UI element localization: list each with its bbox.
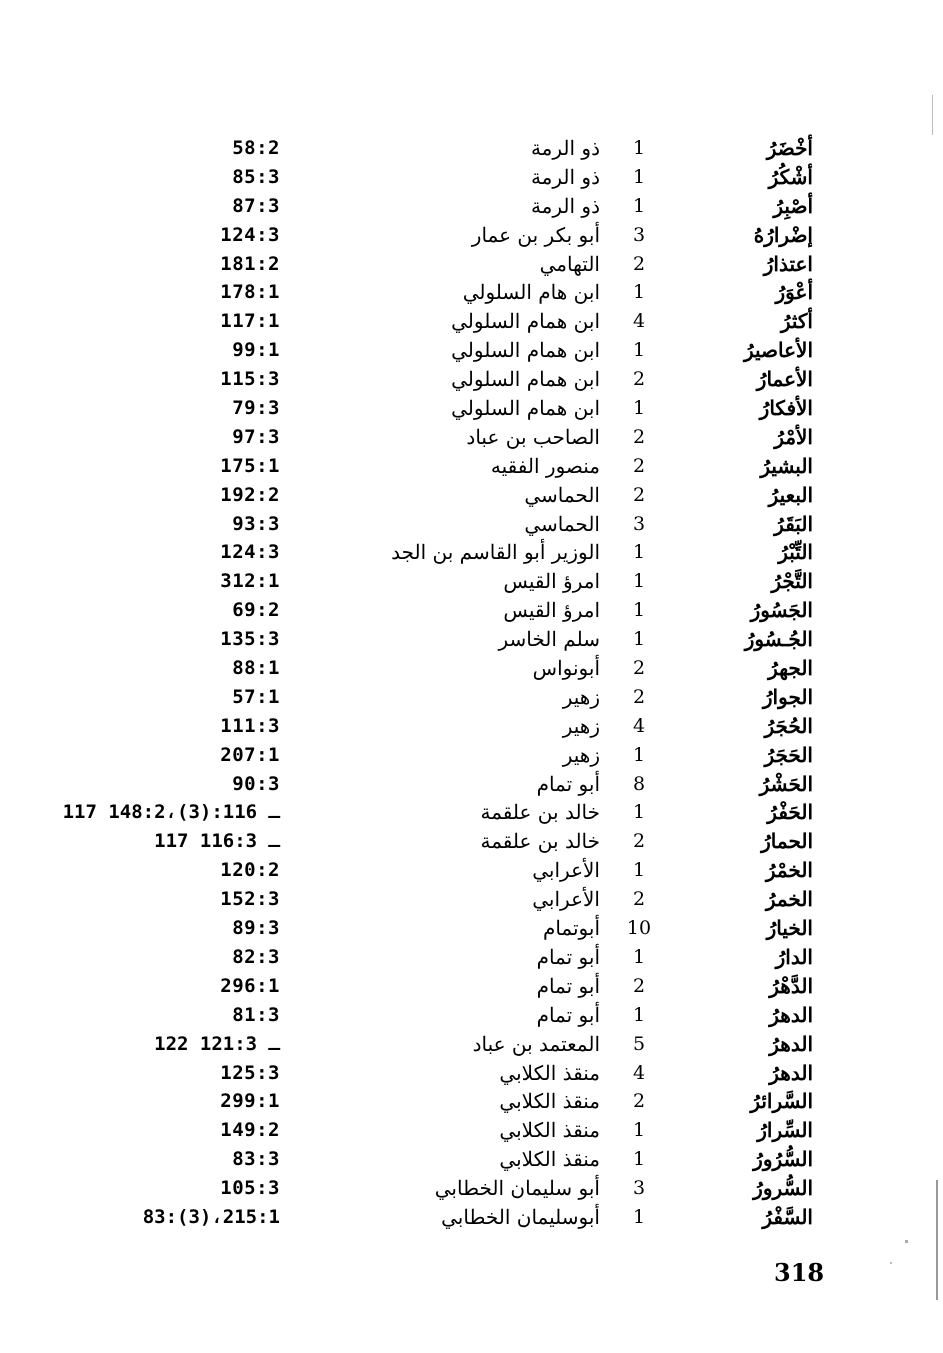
poet-name: أبو تمام [536,771,600,796]
verse-count: 1 [632,801,646,824]
rhyme-word: أشْكُرُ [768,164,813,189]
rhyme-word: السُّرورُ [753,1176,813,1201]
poet-name: الأعرابي [532,887,600,912]
index-row [0,336,943,365]
rhyme-word: اعتذارُ [763,251,813,276]
poet-name: منصور الفقيه [490,453,600,478]
page-reference: 82:3 [232,945,280,968]
verse-count: 2 [632,368,646,391]
page-reference: 90:3 [232,772,280,795]
rhyme-word: الحَفْرُ [767,800,813,825]
verse-count: 1 [632,859,646,882]
index-row [0,163,943,192]
rhyme-word: الحُجَرُ [764,713,813,738]
index-row [0,510,943,539]
poet-name: الوزير أبو القاسم بن الجد [391,540,600,565]
poet-name: الصاحب بن عباد [466,424,600,449]
index-row [0,192,943,221]
index-row [0,423,943,452]
page-reference: 83:(3)،215:1 [142,1205,280,1228]
verse-count: 3 [632,512,646,535]
rhyme-word: الخمرُ [765,887,813,912]
poet-name: الحماسي [524,511,600,536]
poet-name: زهير [562,742,600,767]
page-reference: 192:2 [220,483,280,506]
poet-name: ذو الرمة [530,193,600,218]
index-row [0,538,943,567]
page-reference: 93:3 [232,512,280,535]
page-reference: 83:3 [232,1148,280,1171]
page-reference: 81:3 [232,1003,280,1026]
poet-name: سلم الخاسر [498,627,600,652]
verse-count: 2 [632,888,646,911]
verse-count: 2 [632,454,646,477]
poet-name: الأعرابي [532,858,600,883]
rhyme-word: أصْبِرُ [773,193,813,218]
index-row [0,741,943,770]
rhyme-word: الجُـسُورُ [744,627,813,652]
page-reference: 120:2 [220,859,280,882]
verse-count: 1 [632,628,646,651]
poet-name: ابن هام السلولي [462,280,600,305]
rhyme-word: الخمْرُ [765,858,813,883]
index-row [0,1059,943,1088]
poet-name: ابن همام السلولي [451,309,600,334]
rhyme-word: السُّرُورُ [753,1147,813,1172]
verse-count: 3 [632,1177,646,1200]
rhyme-word: الحَجَرُ [764,742,813,767]
poet-name: أبو تمام [536,1002,600,1027]
verse-count: 1 [632,945,646,968]
index-row [0,134,943,163]
verse-count: 1 [632,281,646,304]
poet-name: امرؤ القيس [503,569,600,594]
page-reference: 117 ـ 116:(3)،148:2 [62,801,280,824]
page-reference: 97:3 [232,425,280,448]
verse-count: 5 [632,1032,646,1055]
verse-count: 1 [632,1205,646,1228]
index-row [0,1116,943,1145]
poet-name: ذو الرمة [530,164,600,189]
poet-name: أبونواس [532,656,600,681]
page-reference: 122 ـ 121:3 [154,1032,280,1055]
index-row [0,885,943,914]
verse-count: 1 [632,1148,646,1171]
page-reference: 135:3 [220,628,280,651]
poet-name: أبوتمام [542,916,600,941]
page-reference: 89:3 [232,917,280,940]
rhyme-word: الجوارُ [762,684,813,709]
rhyme-word: السَّرائرُ [750,1089,813,1114]
rhyme-word: أخْضَرُ [766,136,813,160]
index-row [0,394,943,423]
verse-count: 1 [632,339,646,362]
page-reference: 85:3 [232,165,280,188]
verse-count: 1 [632,743,646,766]
index-row [0,1030,943,1059]
verse-count: 2 [632,252,646,275]
rhyme-word: التِّبْرُ [778,540,813,565]
index-row [0,943,943,972]
page-reference: 207:1 [220,743,280,766]
rhyme-word: الجَسُورُ [750,598,813,623]
poet-name: ابن همام السلولي [451,338,600,363]
verse-count: 8 [632,772,646,795]
verse-count: 1 [632,599,646,622]
poet-name: امرؤ القيس [503,598,600,623]
index-row [0,654,943,683]
verse-count: 1 [632,137,646,159]
page-reference: 149:2 [220,1119,280,1142]
verse-count: 4 [632,1061,646,1084]
index-row [0,798,943,827]
poet-name: المعتمد بن عباد [472,1031,600,1056]
page-reference: 105:3 [220,1177,280,1200]
page-reference: 299:1 [220,1090,280,1113]
index-row [0,307,943,336]
index-row [0,770,943,799]
verse-count: 2 [632,1090,646,1113]
page-reference: 124:3 [220,541,280,564]
verse-count: 4 [632,714,646,737]
poet-name: منقذ الكلابي [499,1147,600,1172]
page-reference: 88:1 [232,657,280,680]
rhyme-word: الخيارُ [766,916,813,941]
verse-count: 1 [632,397,646,420]
rhyme-word: الدارُ [775,944,813,969]
rhyme-word: إضْرارُهُ [753,222,813,247]
verse-count: 2 [632,657,646,680]
rhyme-word: الدهرُ [769,1031,813,1056]
verse-count: 1 [632,1119,646,1142]
page-reference: 69:2 [232,599,280,622]
verse-count: 1 [632,541,646,564]
scan-speck [890,1262,892,1264]
poet-name: منقذ الكلابي [499,1089,600,1114]
rhyme-word: الحَشْرُ [759,771,813,796]
poet-name: ذو الرمة [530,136,600,160]
poet-name: أبو بكر بن عمار [471,222,600,247]
verse-count: 10 [626,917,652,940]
index-row [0,278,943,307]
scan-speck [932,95,933,135]
index-row [0,856,943,885]
rhyme-word: أكثرُ [780,309,813,334]
page-reference: 57:1 [232,685,280,708]
poet-name: منقذ الكلابي [499,1118,600,1143]
poet-name: زهير [562,684,600,709]
index-row [0,250,943,279]
page-reference: 79:3 [232,397,280,420]
verse-count: 2 [632,830,646,853]
poet-name: ابن همام السلولي [451,367,600,392]
verse-count: 1 [632,1003,646,1026]
rhyme-word: السَّفْرُ [762,1204,813,1229]
poet-name: التهامي [539,251,600,276]
verse-count: 1 [632,194,646,217]
index-row [0,972,943,1001]
verse-count: 3 [632,223,646,246]
page-reference: 181:2 [220,252,280,275]
page-reference: 115:3 [220,368,280,391]
rhyme-word: أعْوَرُ [775,280,813,305]
verse-count: 2 [632,974,646,997]
page-reference: 296:1 [220,974,280,997]
rhyme-word: الجهرُ [768,656,813,681]
page-reference: 87:3 [232,194,280,217]
rhyme-word: الدَّهْرُ [769,973,813,998]
rhyme-word: الدهرُ [769,1002,813,1027]
index-row [0,596,943,625]
verse-count: 2 [632,685,646,708]
rhyme-word: السِّرارُ [757,1118,813,1143]
index-row [0,567,943,596]
index-row [0,712,943,741]
verse-count: 1 [632,570,646,593]
index-row [0,683,943,712]
rhyme-word: البعيرُ [768,482,813,507]
scan-speck [936,1180,938,1300]
page-reference: 312:1 [220,570,280,593]
index-row [0,365,943,394]
index-row [0,452,943,481]
poet-name: أبو تمام [536,973,600,998]
page-reference: 111:3 [220,714,280,737]
page-reference: 117:1 [220,310,280,333]
poet-name: منقذ الكلابي [499,1060,600,1085]
index-row [0,625,943,654]
rhyme-word: الأعاصيرُ [743,338,813,363]
index-row [0,481,943,510]
index-row [0,1087,943,1116]
poet-name: الحماسي [524,482,600,507]
rhyme-word: الحمارُ [761,829,813,854]
index-row [0,221,943,250]
page-reference: 58:2 [232,137,280,159]
rhyme-word: التَّجْرُ [771,569,813,594]
page-reference: 99:1 [232,339,280,362]
page-reference: 124:3 [220,223,280,246]
rhyme-word: الدهرُ [769,1060,813,1085]
poet-name: ابن همام السلولي [451,396,600,421]
rhyme-word: الأمْرُ [774,424,813,449]
verse-count: 4 [632,310,646,333]
verse-count: 2 [632,483,646,506]
page-number: 318 [774,1258,825,1287]
page-reference: 178:1 [220,281,280,304]
rhyme-word: الأعمارُ [756,367,813,392]
poet-name: خالد بن علقمة [480,800,600,825]
index-row [0,1001,943,1030]
page-reference: 175:1 [220,454,280,477]
index-row [0,914,943,943]
rhyme-index-table [0,134,943,1232]
index-row [0,1203,943,1232]
poet-name: أبوسليمان الخطابي [441,1204,600,1229]
index-row [0,1145,943,1174]
scan-speck [905,1240,908,1243]
verse-count: 2 [632,425,646,448]
page-reference: 117 ـ 116:3 [154,830,280,853]
index-row [0,1174,943,1203]
poet-name: أبو سليمان الخطابي [434,1176,600,1201]
verse-count: 1 [632,165,646,188]
poet-name: خالد بن علقمة [480,829,600,854]
index-row [0,827,943,856]
rhyme-word: البَقَرُ [774,511,813,536]
rhyme-word: البشيرُ [760,453,813,478]
poet-name: زهير [562,713,600,738]
page-reference: 152:3 [220,888,280,911]
poet-name: أبو تمام [536,944,600,969]
rhyme-word: الأفكارُ [759,396,813,421]
page-reference: 125:3 [220,1061,280,1084]
